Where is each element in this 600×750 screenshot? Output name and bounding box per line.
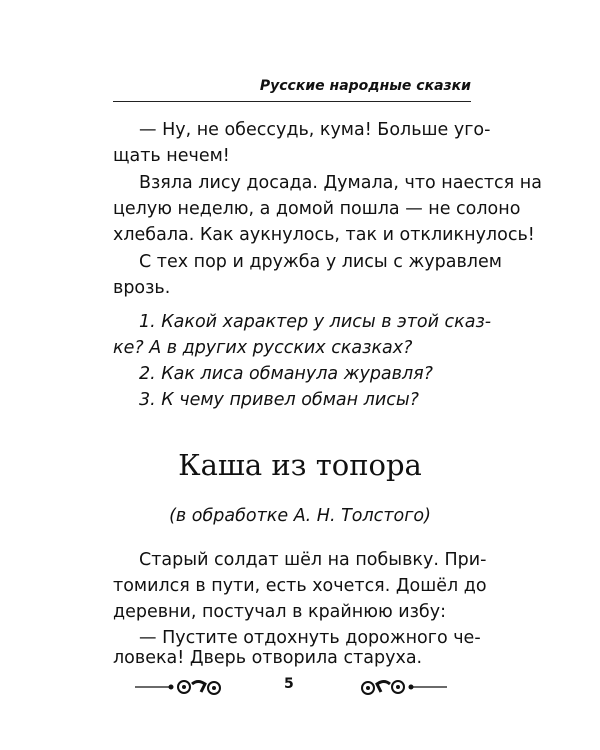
text-line: целую неделю, а домой пошла — не солоно (113, 199, 521, 219)
text-line: Старый солдат шёл на побывку. При- (139, 550, 487, 570)
header-rule (113, 101, 471, 102)
text-line: ловека! Дверь отворила старуха. (113, 648, 423, 668)
text-line: щать нечем! (113, 146, 230, 166)
question-line: ке? А в других русских сказках? (113, 338, 413, 358)
story-title: Каша из топора (178, 448, 422, 482)
text-line: С тех пор и дружба у лисы с журавлем (139, 252, 502, 272)
text-line: Взяла лису досада. Думала, что наестся на (139, 173, 542, 193)
text-line: врозь. (113, 278, 171, 298)
story-subtitle: (в обработке А. Н. Толстого) (169, 506, 431, 526)
question-line: 1. Какой характер у лисы в этой сказ- (139, 312, 492, 332)
page-number: 5 (284, 676, 294, 692)
running-header: Русские народные сказки (259, 78, 471, 94)
question-line: 3. К чему привел обман лисы? (139, 390, 419, 410)
text-line: хлебала. Как аукнулось, так и откликнулось! (113, 225, 535, 245)
scroll-ornament-right-icon (352, 676, 447, 698)
text-line: деревни, постучал в крайнюю избу: (113, 602, 446, 622)
text-line: — Ну, не обессудь, кума! Больше уго- (139, 120, 491, 140)
question-line: 2. Как лиса обманула журавля? (139, 364, 433, 384)
scroll-ornament-left-icon (135, 676, 230, 698)
text-line: — Пустите отдохнуть дорожного че- (139, 628, 481, 648)
text-line: томился в пути, есть хочется. Дошёл до (113, 576, 487, 596)
